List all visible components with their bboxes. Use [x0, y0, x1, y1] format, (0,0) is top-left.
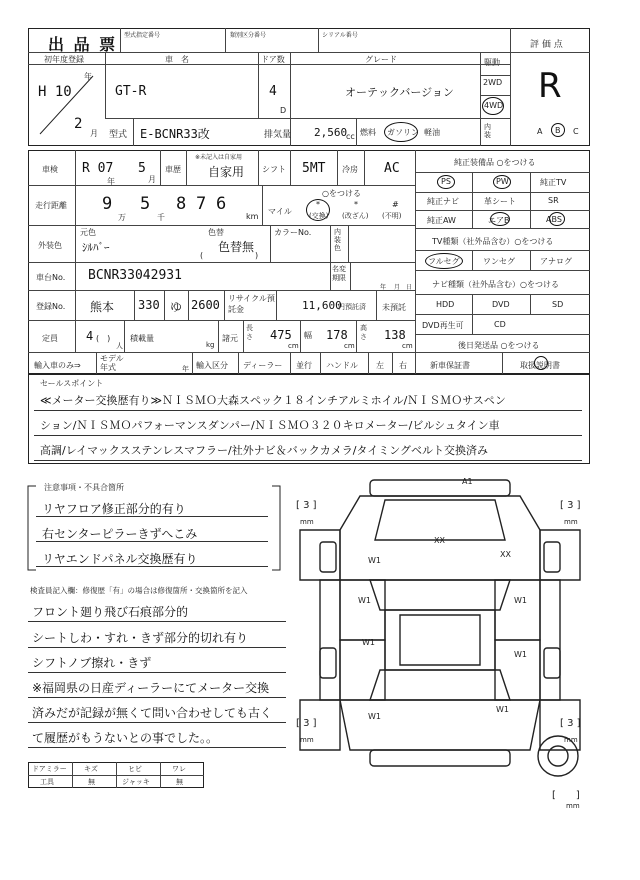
- fuel-value: ガソリン: [387, 128, 419, 137]
- serial-no-label: シリアル番号: [322, 32, 358, 39]
- interior-a: A: [537, 127, 543, 136]
- mileage-man: 万: [118, 213, 126, 222]
- person-unit: 人: [116, 342, 123, 350]
- tv-fullseg: フルセグ: [428, 257, 460, 266]
- handle-right: 右: [399, 361, 407, 370]
- navi-dvd: DVD: [492, 300, 510, 309]
- mark-w1-5: W1: [514, 650, 527, 659]
- recycle-unit: 円預託済: [338, 303, 366, 311]
- navi-title: ナビ種類（社外品含む）○をつける: [432, 280, 559, 289]
- model-no-label: 型式指定番号: [124, 32, 161, 39]
- docs-title: 後日発送品 ○をつける: [458, 341, 540, 350]
- mark-w1-7: W1: [496, 705, 509, 714]
- bt-header-mirror: ドアミラー: [32, 765, 67, 773]
- reg-area: 熊本: [90, 300, 115, 314]
- mile-opt2: *: [354, 200, 358, 209]
- mile-opt3-sub: (不明): [382, 212, 402, 220]
- interior-b: B: [555, 126, 561, 135]
- drive-label: 駆動: [484, 58, 500, 67]
- equip-sr: SR: [548, 196, 559, 205]
- tread-rl-value: 3: [303, 718, 310, 729]
- inspector-line-3: シフトノブ擦れ・きず: [32, 656, 152, 670]
- length-label: 長さ: [246, 324, 253, 341]
- mark-w1-1: W1: [368, 556, 381, 565]
- inspector-line-1: フロント廻り飛び石痕部分的: [32, 605, 189, 619]
- tv-title: TV種類（社外品含む）○をつける: [432, 237, 554, 246]
- mileage-digit-1: 9: [102, 194, 113, 214]
- cc-unit: cc: [346, 132, 355, 141]
- tv-oneseg: ワンセグ: [483, 257, 515, 266]
- use-value: 自家用: [208, 165, 245, 179]
- drive-4wd: 4WD: [484, 101, 504, 110]
- bt-jack: ジャッキ: [122, 778, 150, 786]
- width-label: 幅: [304, 331, 312, 340]
- bt-header-scratch: キズ: [84, 765, 98, 773]
- equip-navi: 純正ナビ: [427, 197, 459, 206]
- parallel-option: 並行: [296, 361, 312, 370]
- width-cm: cm: [344, 342, 355, 350]
- recycle-no: 未預託: [382, 303, 406, 312]
- equip-leather: 革シート: [484, 197, 516, 206]
- navi-hdd: HDD: [436, 300, 455, 309]
- tread-fl-unit: mm: [300, 518, 314, 526]
- inspector-line-4: ※福岡県の日産ディーラーにてメーター交換: [32, 681, 270, 695]
- tread-rr-value: 3: [567, 718, 574, 729]
- bt-header-break: ワレ: [172, 765, 186, 773]
- mark-w1-6: W1: [368, 712, 381, 721]
- tv-analog: アナログ: [540, 257, 572, 266]
- first-reg-month: 2: [74, 116, 83, 132]
- tread-rl-unit: mm: [300, 736, 314, 744]
- equip-title: 純正装備品 ○をつける: [454, 158, 536, 167]
- import-label: 輸入車のみ⇒: [34, 361, 81, 370]
- equip-ps: PS: [441, 177, 451, 186]
- shaken-label: 車検: [42, 165, 58, 174]
- notes-line-1: リヤフロア修正部分的有り: [42, 502, 186, 516]
- model-year-unit: 年: [182, 365, 189, 373]
- bt-jack-value: 無: [176, 778, 183, 786]
- reg-label: 登録No.: [36, 302, 66, 311]
- orig-color-label: 元色: [80, 228, 96, 237]
- mileage-label: 走行距離: [35, 201, 67, 210]
- interior-c: C: [573, 127, 579, 136]
- color-paren-close: ): [255, 251, 259, 260]
- shaken-year-unit: 年: [107, 177, 115, 186]
- equip-airbag: エアB: [488, 216, 510, 225]
- grade-value: オーテックバージョン: [345, 86, 454, 99]
- inspector-line-6: て履歴がもうないとの事でした。。: [32, 731, 219, 745]
- notes-line-2: 右センターピラーきずへこみ: [42, 527, 198, 541]
- bt-tools: 工具: [40, 778, 54, 786]
- tread-fr: [ 3 ]: [560, 500, 581, 511]
- notes-title: 注意事項・不具合箇所: [44, 483, 124, 492]
- reg-serial: 2600: [191, 298, 220, 312]
- mile-opt2-sub: (改ざん): [342, 212, 369, 220]
- docs-manual: 取扱説明書: [520, 361, 560, 370]
- shift-value: 5MT: [302, 161, 326, 176]
- use-note: ※未記入は自家用: [195, 154, 243, 161]
- color-paren-open: (: [200, 251, 204, 260]
- capacity-label: 定員: [42, 334, 58, 343]
- door-suffix: D: [280, 106, 287, 115]
- kg-unit: kg: [206, 341, 215, 349]
- doors-value: 4: [269, 84, 277, 99]
- chassis-label: 車台No.: [36, 273, 66, 282]
- mark-xx-1: XX: [434, 536, 445, 545]
- tread-fl: [ 3 ]: [296, 500, 317, 511]
- ac-value: AC: [384, 161, 400, 176]
- model-year-label: モデル年式: [100, 354, 124, 372]
- shift-label: シフト: [262, 165, 286, 174]
- score-label: 評 価 点: [530, 40, 563, 50]
- handle-left: 左: [376, 361, 384, 370]
- mileage-km: km: [246, 212, 259, 221]
- mileage-digit-5: 6: [216, 194, 227, 214]
- score-value: R: [538, 66, 562, 106]
- name-change-year: 年: [380, 284, 387, 291]
- grade-label: グレード: [365, 55, 397, 64]
- docs-warranty: 新車保証書: [430, 361, 470, 370]
- name-change-day: 日: [406, 284, 413, 291]
- mile-opt3: #: [392, 200, 399, 209]
- drive-2wd: 2WD: [483, 78, 503, 87]
- mark-w1-4: W1: [362, 638, 375, 647]
- sales-title: セールスポイント: [40, 379, 104, 388]
- type-label: 型式: [109, 130, 128, 140]
- interior-color-label: 内装色: [334, 228, 341, 252]
- navi-sd: SD: [552, 300, 564, 309]
- tread-rr-unit: mm: [564, 736, 578, 744]
- color-no-label: カラーNo.: [274, 228, 312, 237]
- handle-label: ハンドル: [326, 361, 358, 370]
- doors-label: ドア数: [261, 55, 285, 64]
- height-cm: cm: [402, 342, 413, 350]
- tread-rl: [ 3 ]: [296, 718, 317, 729]
- diesel-label: 軽油: [424, 128, 440, 137]
- shaken-month-unit: 月: [148, 175, 156, 184]
- import-type-label: 輸入区分: [196, 361, 228, 370]
- ac-label: 冷房: [342, 165, 358, 174]
- name-change-month: 月: [394, 284, 401, 291]
- mileage-digit-3: 8: [176, 194, 187, 214]
- mileage-digit-4: 7: [196, 194, 207, 214]
- reg-kana: ゆ: [170, 300, 183, 314]
- inspector-title: 検査員記入欄：修復歴「有」の場合は修復箇所・交換箇所を記入: [30, 586, 248, 595]
- displacement-label: 排気量: [264, 130, 292, 140]
- inspector-line-2: シートしわ・すれ・きず部分的切れ有り: [32, 631, 249, 645]
- mark-a1: A1: [462, 477, 473, 486]
- class-no-label: 類別区分番号: [230, 32, 267, 39]
- color-change-label: 色替: [208, 228, 224, 237]
- notes-line-3: リヤエンドパネル交換歴有り: [42, 552, 198, 566]
- length-cm: cm: [288, 342, 299, 350]
- recycle-value: 11,600: [302, 299, 342, 312]
- height-label: 高さ: [360, 324, 367, 341]
- sales-line-1: ≪メーター交換歴有り≫ＮＩＳＭＯ大森スペック１８インチアルミホイル/ＮＩＳＭＯサスペン: [40, 394, 506, 407]
- car-diagram: [290, 470, 590, 820]
- bt-tools-value: 無: [88, 778, 95, 786]
- capacity-value: 4: [86, 329, 94, 343]
- tread-fl-value: 3: [303, 500, 310, 511]
- orig-color-value: ｼﾙﾊﾞｰ: [82, 241, 110, 254]
- bt-header-crack: ヒビ: [128, 765, 142, 773]
- first-reg-label: 初年度登録: [44, 55, 84, 64]
- shaken-value: R 07: [82, 161, 114, 176]
- sales-line-2: ション/ＮＩＳＭＯパフォーマンスダンパー/ＮＩＳＭＯ３２０キロメーター/ビルシュタイン車: [40, 419, 500, 432]
- inspector-line-5: 済みだが記録が無くて問い合わせしても古く: [32, 706, 273, 720]
- mile-label: マイル: [268, 207, 292, 216]
- equip-aw: 純正AW: [427, 216, 456, 225]
- fuel-label: 燃料: [360, 128, 376, 137]
- shaken-month: 5: [138, 161, 146, 176]
- use-label: 車歴: [165, 165, 181, 174]
- recycle-label: リサイクル預託金: [228, 294, 275, 314]
- mark-xx-2: XX: [500, 550, 511, 559]
- tread-spare: [ ]: [552, 790, 580, 801]
- first-reg-month-unit: 月: [90, 129, 98, 138]
- navi-cd: CD: [494, 320, 506, 329]
- chassis-value: BCNR33042931: [88, 268, 182, 283]
- length-value: 475: [270, 328, 292, 342]
- tread-fr-value: 3: [567, 500, 574, 511]
- tread-spare-unit: mm: [566, 802, 580, 810]
- height-value: 138: [384, 328, 406, 342]
- equip-pw: PW: [496, 177, 509, 186]
- page-title: 出 品 票: [48, 35, 118, 54]
- mileage-sen: 千: [157, 213, 165, 222]
- mile-opt1-sub: (交換): [309, 212, 329, 220]
- car-name-label: 車 名: [165, 55, 189, 64]
- color-label: 外装色: [38, 241, 62, 250]
- dimension-label: 諸元: [222, 334, 238, 343]
- mark-w1-3: W1: [514, 596, 527, 605]
- name-change-label: 名変期限: [332, 265, 346, 282]
- load-label: 積載量: [130, 334, 154, 343]
- mile-note: ○をつける: [322, 189, 361, 198]
- mileage-digit-2: 5: [140, 194, 151, 214]
- reg-num: 330: [138, 298, 160, 312]
- mile-opt1: *: [316, 200, 320, 209]
- type-value: E-BCNR33改: [140, 127, 210, 141]
- sales-line-3: 高調/レイマックスステンレスマフラー/社外ナビ＆バックカメラ/タイミングベルト交換済み: [40, 444, 488, 457]
- capacity-paren: ( ): [96, 334, 111, 343]
- interior-label: 内装: [484, 123, 491, 139]
- first-reg-era: H 10: [38, 84, 72, 100]
- dealer-option: ディーラー: [243, 361, 283, 370]
- tread-fr-unit: mm: [564, 518, 578, 526]
- equip-abs: ABS: [546, 215, 562, 224]
- first-reg-year-unit: 年: [84, 72, 92, 81]
- displacement-value: 2,560: [314, 126, 348, 139]
- color-change-value: 色替無: [218, 240, 255, 254]
- mark-w1-2: W1: [358, 596, 371, 605]
- width-value: 178: [326, 328, 348, 342]
- equip-tv: 純正TV: [540, 178, 567, 187]
- tread-rr: [ 3 ]: [560, 718, 581, 729]
- navi-dvd-play: DVD再生可: [422, 321, 464, 330]
- car-name-value: GT-R: [115, 84, 147, 99]
